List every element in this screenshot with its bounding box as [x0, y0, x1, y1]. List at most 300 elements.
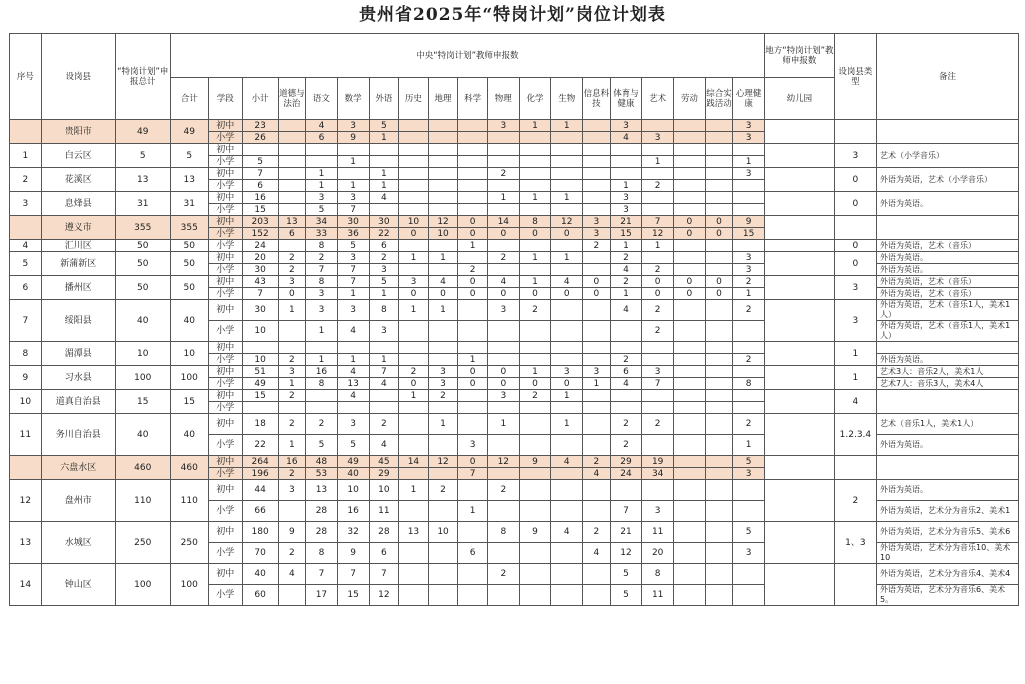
- cell-note: 外语为英语。: [877, 264, 1019, 276]
- cell-value: [733, 192, 765, 204]
- cell-value: [428, 543, 458, 564]
- cell-value: [674, 543, 706, 564]
- cell-type: 2: [834, 480, 876, 522]
- cell-value: [519, 204, 551, 216]
- cell-value: [583, 264, 610, 276]
- cell-value: 10: [428, 522, 458, 543]
- cell-value: [674, 366, 706, 378]
- cell-value: [551, 144, 583, 156]
- cell-value: 0: [674, 228, 706, 240]
- cell-value: 0: [519, 378, 551, 390]
- cell-value: [674, 342, 706, 354]
- cell-value: [551, 342, 583, 354]
- cell-value: [519, 435, 551, 456]
- cell-value: [458, 204, 488, 216]
- cell-value: [642, 354, 674, 366]
- cell-value: 1: [337, 288, 369, 300]
- cell-value: 10: [428, 228, 458, 240]
- cell-type: 0: [834, 168, 876, 192]
- cell-value: [583, 144, 610, 156]
- cell-total: 355: [115, 216, 170, 240]
- table-row: [10, 168, 1019, 180]
- cell-note: 外语为英语。: [877, 252, 1019, 264]
- cell-value: 0: [551, 228, 583, 240]
- cell-value: [487, 156, 519, 168]
- cell-note: [877, 456, 1019, 480]
- cell-sum: 50: [170, 240, 208, 252]
- cell-value: [674, 378, 706, 390]
- header-central: 中央“特岗计划”教师申报数: [170, 34, 764, 78]
- cell-value: 2: [369, 252, 399, 264]
- cell-value: 12: [642, 228, 674, 240]
- cell-total: 250: [115, 522, 170, 564]
- cell-value: [278, 156, 305, 168]
- cell-value: [551, 300, 583, 321]
- header-sub-13: 信息科技: [583, 78, 610, 120]
- cell-value: 5: [369, 276, 399, 288]
- cell-type: 1、3: [834, 522, 876, 564]
- cell-value: 2: [733, 276, 765, 288]
- cell-value: 4: [278, 564, 305, 585]
- table-row: [10, 144, 1019, 156]
- cell-value: 2: [610, 354, 642, 366]
- cell-value: [399, 501, 429, 522]
- cell-seq: 9: [10, 366, 42, 390]
- cell-value: [733, 501, 765, 522]
- cell-value: [705, 132, 732, 144]
- cell-total: 100: [115, 366, 170, 390]
- cell-value: [487, 585, 519, 606]
- cell-sum: 460: [170, 456, 208, 480]
- cell-value: [399, 543, 429, 564]
- cell-value: 12: [428, 216, 458, 228]
- cell-value: 0: [428, 288, 458, 300]
- cell-value: [278, 321, 305, 342]
- cell-value: 3: [733, 132, 765, 144]
- page-title: 贵州省2025年“特岗计划”岗位计划表: [359, 5, 666, 25]
- cell-value: [583, 480, 610, 501]
- cell-value: [242, 144, 278, 156]
- cell-value: 4: [551, 276, 583, 288]
- cell-value: [733, 342, 765, 354]
- cell-value: 30: [242, 300, 278, 321]
- cell-value: [551, 564, 583, 585]
- cell-value: 203: [242, 216, 278, 228]
- cell-value: 7: [337, 204, 369, 216]
- cell-value: [458, 522, 488, 543]
- cell-value: 5: [337, 435, 369, 456]
- cell-value: [428, 564, 458, 585]
- cell-value: [551, 264, 583, 276]
- cell-value: 10: [337, 480, 369, 501]
- cell-value: 24: [242, 240, 278, 252]
- cell-value: 10: [242, 321, 278, 342]
- cell-value: 3: [428, 378, 458, 390]
- cell-seq: 14: [10, 564, 42, 606]
- cell-value: 0: [642, 288, 674, 300]
- cell-value: [583, 414, 610, 435]
- table-row: [10, 390, 1019, 402]
- cell-value: 4: [337, 390, 369, 402]
- cell-county: 白云区: [41, 144, 115, 168]
- cell-value: [399, 585, 429, 606]
- cell-value: 1: [551, 120, 583, 132]
- cell-value: 4: [551, 522, 583, 543]
- cell-value: [642, 204, 674, 216]
- cell-value: [674, 585, 706, 606]
- cell-value: 2: [278, 264, 305, 276]
- cell-value: 5: [610, 585, 642, 606]
- cell-kindergarten: [764, 342, 834, 366]
- cell-value: 0: [705, 276, 732, 288]
- cell-type: [834, 564, 876, 606]
- cell-value: 初中: [208, 216, 242, 228]
- cell-value: 33: [306, 228, 338, 240]
- cell-value: 48: [306, 456, 338, 468]
- cell-value: [733, 204, 765, 216]
- cell-value: [519, 480, 551, 501]
- cell-value: 初中: [208, 168, 242, 180]
- cell-value: 0: [519, 228, 551, 240]
- table-row: [10, 480, 1019, 501]
- cell-value: 49: [242, 378, 278, 390]
- cell-value: 3: [278, 480, 305, 501]
- cell-value: 5: [369, 120, 399, 132]
- cell-value: 1: [399, 480, 429, 501]
- cell-value: 15: [610, 228, 642, 240]
- header-kindergarten: 幼儿园: [764, 78, 834, 120]
- cell-value: [369, 204, 399, 216]
- cell-value: 5: [306, 435, 338, 456]
- cell-value: 45: [369, 456, 399, 468]
- cell-value: [551, 501, 583, 522]
- cell-value: 8: [519, 216, 551, 228]
- header-sub-3: 道德与法治: [278, 78, 305, 120]
- cell-value: 1: [519, 276, 551, 288]
- cell-value: [458, 156, 488, 168]
- cell-value: [583, 192, 610, 204]
- cell-value: [399, 192, 429, 204]
- cell-note: 艺术3人：音乐2人，美术1人: [877, 366, 1019, 378]
- cell-value: 2: [583, 522, 610, 543]
- cell-value: [674, 321, 706, 342]
- cell-value: 4: [369, 435, 399, 456]
- cell-value: 小学: [208, 156, 242, 168]
- cell-value: [399, 180, 429, 192]
- header-sub-8: 地理: [428, 78, 458, 120]
- cell-value: [610, 480, 642, 501]
- cell-value: 1: [428, 414, 458, 435]
- cell-value: [278, 120, 305, 132]
- cell-value: 初中: [208, 522, 242, 543]
- cell-type: 0: [834, 240, 876, 252]
- cell-value: [278, 585, 305, 606]
- cell-value: [399, 342, 429, 354]
- cell-total: 50: [115, 240, 170, 252]
- header-sub-2: 小计: [242, 78, 278, 120]
- cell-value: 3: [610, 192, 642, 204]
- cell-value: 7: [242, 168, 278, 180]
- plan-table: [9, 33, 1019, 606]
- cell-value: 3: [733, 252, 765, 264]
- cell-value: [583, 321, 610, 342]
- cell-total: 31: [115, 192, 170, 216]
- cell-value: [551, 468, 583, 480]
- cell-value: [733, 180, 765, 192]
- cell-value: 17: [306, 585, 338, 606]
- cell-note: [877, 342, 1019, 354]
- cell-value: 30: [242, 264, 278, 276]
- cell-value: 0: [705, 216, 732, 228]
- cell-seq: 10: [10, 390, 42, 414]
- cell-value: [551, 585, 583, 606]
- cell-value: 小学: [208, 354, 242, 366]
- cell-value: 8: [642, 564, 674, 585]
- cell-value: 小学: [208, 468, 242, 480]
- cell-value: [583, 564, 610, 585]
- cell-value: 2: [278, 414, 305, 435]
- cell-value: [337, 168, 369, 180]
- cell-value: [278, 132, 305, 144]
- cell-value: 3: [583, 216, 610, 228]
- cell-value: [705, 156, 732, 168]
- cell-value: [733, 390, 765, 402]
- cell-value: 18: [242, 414, 278, 435]
- cell-value: [458, 321, 488, 342]
- cell-kindergarten: [764, 414, 834, 456]
- cell-value: [519, 564, 551, 585]
- cell-value: 1: [278, 300, 305, 321]
- cell-value: [610, 402, 642, 414]
- table-row: [10, 300, 1019, 321]
- cell-value: 2: [399, 366, 429, 378]
- cell-value: [399, 468, 429, 480]
- cell-value: [705, 204, 732, 216]
- cell-value: 2: [733, 300, 765, 321]
- cell-value: 44: [242, 480, 278, 501]
- cell-value: [519, 543, 551, 564]
- cell-value: 小学: [208, 264, 242, 276]
- cell-value: [399, 354, 429, 366]
- cell-value: [674, 354, 706, 366]
- cell-value: 1: [369, 354, 399, 366]
- cell-value: [487, 204, 519, 216]
- cell-value: [519, 321, 551, 342]
- cell-value: 13: [306, 480, 338, 501]
- cell-value: 7: [369, 366, 399, 378]
- cell-value: 9: [278, 522, 305, 543]
- cell-value: 0: [458, 216, 488, 228]
- cell-value: [428, 192, 458, 204]
- cell-sum: 50: [170, 276, 208, 300]
- cell-value: 0: [278, 288, 305, 300]
- cell-value: 22: [369, 228, 399, 240]
- cell-value: [458, 585, 488, 606]
- cell-value: 0: [458, 366, 488, 378]
- cell-value: 1: [278, 435, 305, 456]
- cell-value: [278, 342, 305, 354]
- cell-value: [399, 321, 429, 342]
- cell-value: 小学: [208, 501, 242, 522]
- cell-value: [551, 180, 583, 192]
- cell-value: 9: [733, 216, 765, 228]
- cell-value: 1: [369, 132, 399, 144]
- cell-sum: 250: [170, 522, 208, 564]
- cell-value: 9: [519, 522, 551, 543]
- cell-total: 10: [115, 342, 170, 366]
- table-row: [10, 120, 1019, 132]
- cell-value: 0: [674, 276, 706, 288]
- cell-county: 遵义市: [41, 216, 115, 240]
- cell-value: [337, 402, 369, 414]
- cell-value: [458, 390, 488, 402]
- cell-value: 初中: [208, 252, 242, 264]
- cell-value: 15: [733, 228, 765, 240]
- cell-value: 1: [733, 288, 765, 300]
- cell-value: [705, 468, 732, 480]
- cell-value: 5: [337, 240, 369, 252]
- cell-value: [428, 132, 458, 144]
- cell-value: [399, 264, 429, 276]
- cell-total: 460: [115, 456, 170, 480]
- cell-kindergarten: [764, 456, 834, 480]
- cell-seq: 8: [10, 342, 42, 366]
- cell-value: 21: [610, 216, 642, 228]
- cell-seq: 4: [10, 240, 42, 252]
- cell-value: 2: [428, 480, 458, 501]
- cell-value: 5: [733, 456, 765, 468]
- table-row: [10, 216, 1019, 228]
- cell-county: 湄潭县: [41, 342, 115, 366]
- cell-value: [551, 321, 583, 342]
- cell-value: 1: [583, 378, 610, 390]
- cell-sum: 40: [170, 300, 208, 342]
- header-sub-4: 语文: [306, 78, 338, 120]
- cell-value: [487, 342, 519, 354]
- cell-type: [834, 216, 876, 240]
- cell-seq: 13: [10, 522, 42, 564]
- cell-value: 30: [337, 216, 369, 228]
- cell-sum: 355: [170, 216, 208, 240]
- cell-seq: [10, 120, 42, 144]
- cell-value: 0: [458, 378, 488, 390]
- cell-value: [278, 192, 305, 204]
- cell-value: [705, 144, 732, 156]
- cell-county: 水城区: [41, 522, 115, 564]
- cell-value: 4: [337, 366, 369, 378]
- cell-value: [399, 144, 429, 156]
- cell-value: [583, 252, 610, 264]
- cell-value: [278, 501, 305, 522]
- cell-value: 12: [610, 543, 642, 564]
- cell-value: 49: [337, 456, 369, 468]
- cell-type: 3: [834, 276, 876, 300]
- cell-value: 0: [583, 288, 610, 300]
- cell-note: 外语为英语，艺术（音乐）: [877, 276, 1019, 288]
- cell-value: [458, 252, 488, 264]
- cell-value: 0: [583, 276, 610, 288]
- cell-value: [551, 168, 583, 180]
- cell-value: 4: [369, 378, 399, 390]
- cell-value: [428, 240, 458, 252]
- cell-value: [519, 168, 551, 180]
- cell-value: 28: [306, 522, 338, 543]
- cell-value: 3: [642, 132, 674, 144]
- cell-value: [399, 168, 429, 180]
- cell-value: 2: [642, 414, 674, 435]
- cell-value: [705, 120, 732, 132]
- cell-value: 10: [242, 354, 278, 366]
- cell-value: 3: [583, 366, 610, 378]
- cell-value: [458, 300, 488, 321]
- cell-value: 12: [487, 456, 519, 468]
- cell-seq: 11: [10, 414, 42, 456]
- cell-note: 外语为英语。: [877, 480, 1019, 501]
- cell-value: 初中: [208, 192, 242, 204]
- cell-value: [674, 468, 706, 480]
- cell-value: 29: [610, 456, 642, 468]
- cell-value: 2: [733, 354, 765, 366]
- cell-type: 0: [834, 192, 876, 216]
- cell-value: 0: [705, 288, 732, 300]
- cell-value: [583, 168, 610, 180]
- cell-value: 初中: [208, 390, 242, 402]
- cell-value: [399, 204, 429, 216]
- cell-value: [399, 564, 429, 585]
- cell-value: 3: [278, 276, 305, 288]
- cell-value: 2: [278, 390, 305, 402]
- cell-value: [705, 585, 732, 606]
- cell-value: [583, 342, 610, 354]
- cell-value: [733, 480, 765, 501]
- header-sub-10: 物理: [487, 78, 519, 120]
- cell-county: 新蒲新区: [41, 252, 115, 276]
- cell-sum: 100: [170, 366, 208, 390]
- cell-note: 艺术7人：音乐3人，美术4人: [877, 378, 1019, 390]
- cell-value: 13: [399, 522, 429, 543]
- header-sub-9: 科学: [458, 78, 488, 120]
- cell-value: [519, 132, 551, 144]
- cell-value: 7: [610, 501, 642, 522]
- cell-value: 15: [337, 585, 369, 606]
- cell-value: [278, 180, 305, 192]
- cell-value: 4: [610, 300, 642, 321]
- cell-value: [369, 402, 399, 414]
- cell-value: [428, 120, 458, 132]
- cell-value: 小学: [208, 228, 242, 240]
- table-row: [10, 366, 1019, 378]
- table-row: [10, 342, 1019, 354]
- cell-value: [705, 480, 732, 501]
- cell-value: 0: [487, 228, 519, 240]
- cell-value: [733, 144, 765, 156]
- cell-value: [428, 354, 458, 366]
- cell-value: 小学: [208, 204, 242, 216]
- cell-county: 贵阳市: [41, 120, 115, 144]
- cell-kindergarten: [764, 252, 834, 276]
- cell-value: [551, 354, 583, 366]
- cell-value: 2: [428, 390, 458, 402]
- cell-value: 10: [399, 216, 429, 228]
- cell-value: 36: [337, 228, 369, 240]
- cell-value: [487, 543, 519, 564]
- cell-value: [551, 156, 583, 168]
- cell-value: [705, 321, 732, 342]
- cell-value: 2: [610, 276, 642, 288]
- cell-value: [583, 156, 610, 168]
- cell-value: [674, 501, 706, 522]
- cell-value: [551, 435, 583, 456]
